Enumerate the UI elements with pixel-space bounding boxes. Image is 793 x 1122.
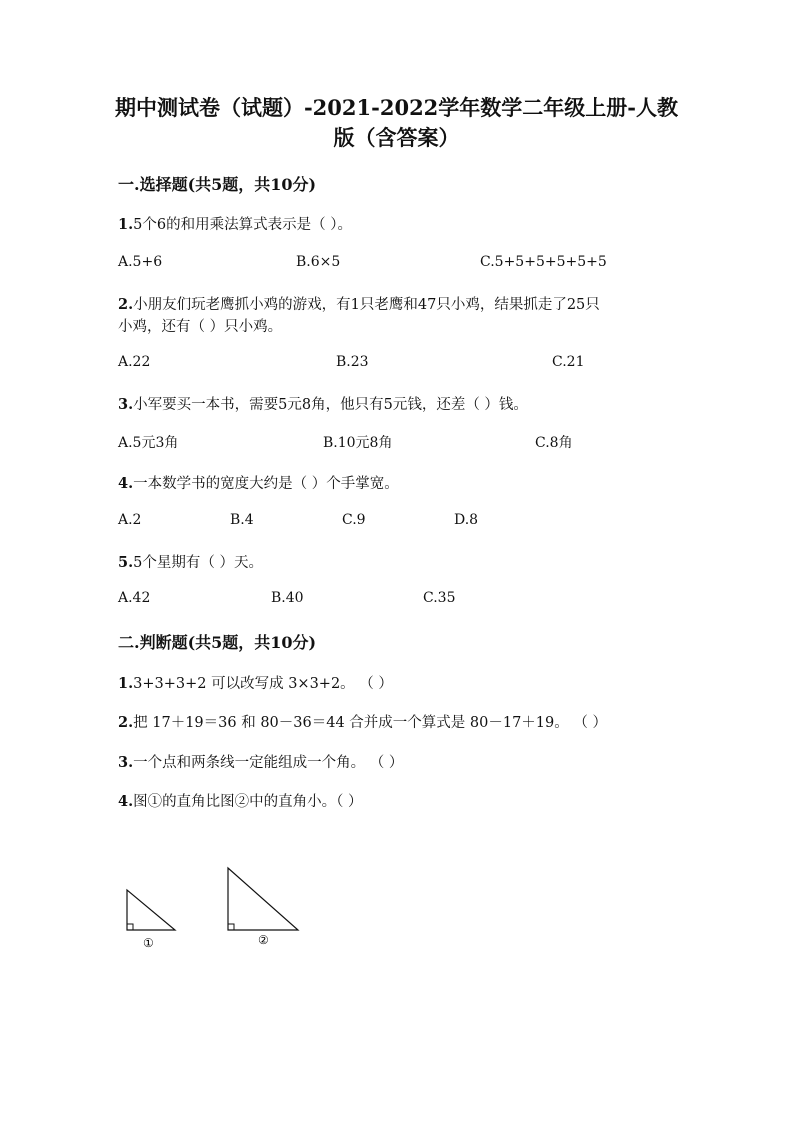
s1q1-option-c: C.5+5+5+5+5+5 xyxy=(480,254,607,270)
s1q5-option-c: C.35 xyxy=(423,590,456,606)
question-text: 一个点和两条线一定能组成一个角。 （ ） xyxy=(133,755,404,771)
triangle-2 xyxy=(228,868,298,930)
question-text: 一本数学书的宽度大约是（ ）个手掌宽。 xyxy=(133,476,399,492)
triangle-1 xyxy=(127,890,175,930)
s1-question-2-cont: 小鸡，还有（ ）只小鸡。 xyxy=(118,319,283,335)
question-text: 把 17＋19＝36 和 80－36＝44 合并成一个算式是 80－17＋19。 （ ） xyxy=(133,715,607,731)
question-number: 3. xyxy=(118,754,134,771)
s1q3-option-c: C.8角 xyxy=(535,435,573,451)
question-number: 1. xyxy=(118,675,134,692)
question-text: 图①的直角比图②中的直角小。（ ） xyxy=(133,794,363,810)
question-text: 小军要买一本书，需要5元8角，他只有5元钱，还差（ ）钱。 xyxy=(133,397,528,413)
s2-question-1 xyxy=(118,672,393,693)
s1q2-option-a: A.22 xyxy=(118,354,151,370)
s1q2-option-b: B.23 xyxy=(336,354,369,370)
s1q4-option-c: C.9 xyxy=(342,512,366,528)
right-triangles-figure xyxy=(115,860,315,960)
s1q4-option-d: D.8 xyxy=(454,512,479,528)
s1-question-2 xyxy=(118,293,600,314)
question-number: 2. xyxy=(118,714,134,731)
question-number: 1. xyxy=(118,216,134,233)
question-text: 5个6的和用乘法算式表示是（ ）。 xyxy=(133,217,352,233)
section2-heading: 二.判断题(共5题，共10分) xyxy=(118,633,317,652)
s1q5-option-b: B.40 xyxy=(271,590,304,606)
question-number: 2. xyxy=(118,296,134,313)
question-text: 小朋友们玩老鹰抓小鸡的游戏，有1只老鹰和47只小鸡，结果抓走了25只 xyxy=(133,297,600,313)
s1q3-option-a: A.5元3角 xyxy=(118,435,179,451)
s1-question-4 xyxy=(118,472,399,493)
page-title-line2: 版（含答案） xyxy=(333,125,460,150)
question-number: 4. xyxy=(118,475,134,492)
s1q5-option-a: A.42 xyxy=(118,590,151,606)
s1-question-3 xyxy=(118,393,528,414)
s1-question-5 xyxy=(118,551,263,572)
s2-question-4 xyxy=(118,790,363,811)
s1q1-option-a: A.5+6 xyxy=(118,254,163,270)
s1q3-option-b: B.10元8角 xyxy=(323,435,393,451)
question-number: 5. xyxy=(118,554,134,571)
question-text: 5个星期有（ ）天。 xyxy=(133,555,263,571)
page-title-line1: 期中测试卷（试题）-2021-2022学年数学二年级上册-人教 xyxy=(114,95,679,120)
s2-question-2 xyxy=(118,711,607,732)
s2-question-3 xyxy=(118,751,403,772)
question-number: 3. xyxy=(118,396,134,413)
figure-label-1: ① xyxy=(143,936,154,950)
figure-label-2: ② xyxy=(258,933,269,947)
s1q4-option-a: A.2 xyxy=(118,512,142,528)
s1q4-option-b: B.4 xyxy=(230,512,254,528)
section1-heading: 一.选择题(共5题，共10分) xyxy=(118,175,317,194)
s1-question-1 xyxy=(118,213,352,234)
s1q2-option-c: C.21 xyxy=(552,354,585,370)
s1q1-option-b: B.6×5 xyxy=(296,254,341,270)
question-text: 3+3+3+2 可以改写成 3×3+2。 （ ） xyxy=(133,676,393,692)
question-number: 4. xyxy=(118,793,134,810)
